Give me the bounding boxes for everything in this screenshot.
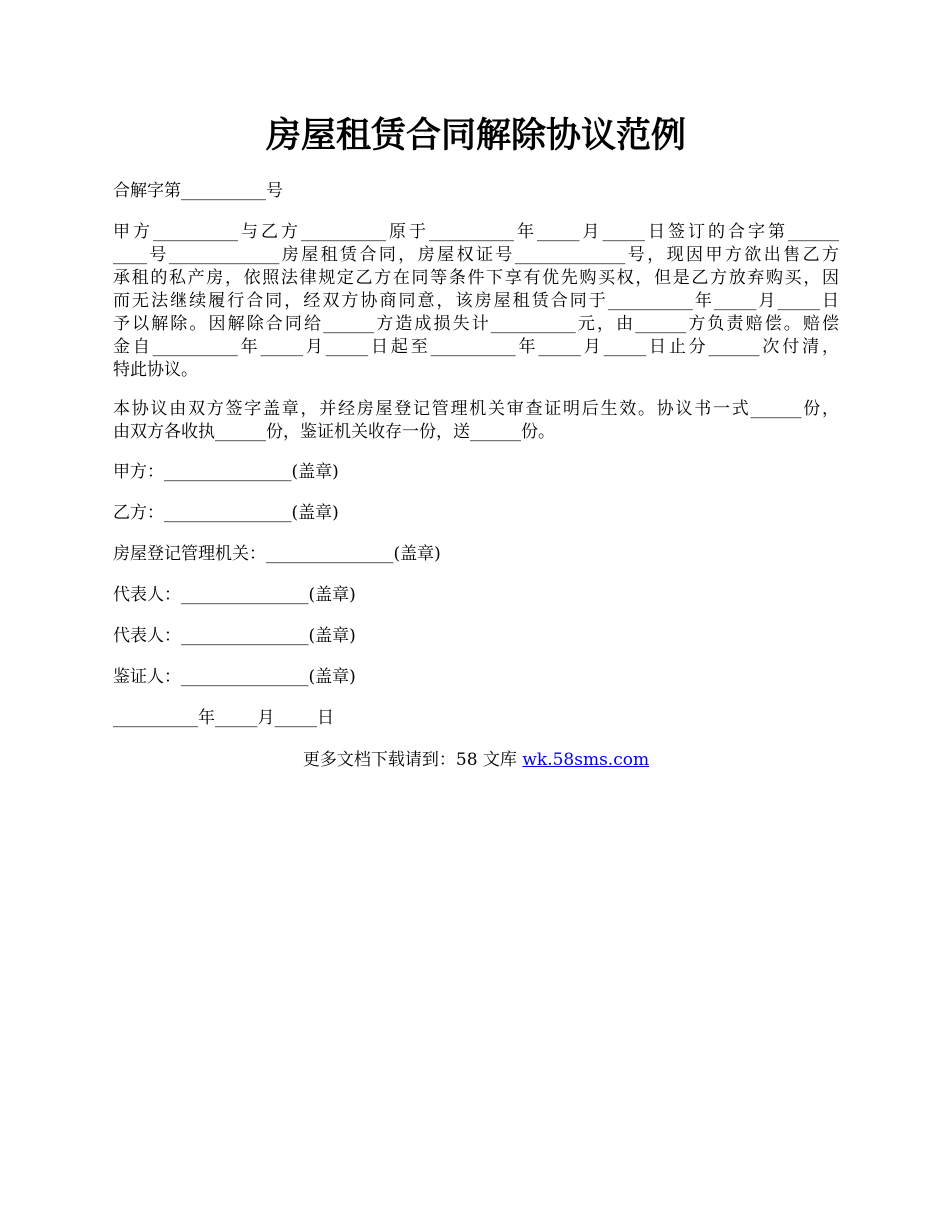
signature-party-a: 甲方：_______________(盖章) <box>113 462 339 482</box>
document-title: 房屋租赁合同解除协议范例 <box>265 115 686 156</box>
signature-registration-authority: 房屋登记管理机关：_______________(盖章) <box>113 544 441 564</box>
signature-verifier: 鉴证人：_______________(盖章) <box>113 667 356 687</box>
footer-text: 更多文档下载请到：58 文库 <box>302 750 523 770</box>
signature-representative-2: 代表人：_______________(盖章) <box>113 626 356 646</box>
signature-party-b: 乙方：_______________(盖章) <box>113 503 339 523</box>
paragraph-line: 金自__________年_____月_____日起至__________年_____月_____日止分______次付清， <box>113 337 839 357</box>
paragraph-line: 由双方各收执______份，鉴证机关收存一份，送______份。 <box>113 422 555 442</box>
paragraph-line: 而无法继续履行合同，经双方协商同意，该房屋租赁合同于__________年_____月_____日 <box>113 291 839 311</box>
reference-number-line: 合解字第__________号 <box>113 181 283 201</box>
footer <box>113 749 839 772</box>
paragraph-line: 予以解除。因解除合同给______方造成损失计__________元，由______方负责赔偿。赔偿 <box>113 314 839 334</box>
paragraph-line: ____号_____________房屋租赁合同，房屋权证号_____________号，现因甲方欲出售乙方 <box>113 245 839 265</box>
paragraph-line: 承租的私产房，依照法律规定乙方在同等条件下享有优先购买权，但是乙方放弃购买，因 <box>113 268 839 288</box>
footer-website-link[interactable]: wk.58sms.com <box>522 750 650 770</box>
paragraph-line: 甲方__________与乙方__________原于__________年_____月_____日签订的合字第______ <box>113 222 839 242</box>
paragraph-line: 特此协议。 <box>113 360 198 380</box>
signature-representative-1: 代表人：_______________(盖章) <box>113 585 356 605</box>
paragraph-line: 本协议由双方签字盖章，并经房屋登记管理机关审查证明后生效。协议书一式______份， <box>113 399 839 419</box>
signature-date-line: __________年_____月_____日 <box>113 708 334 728</box>
